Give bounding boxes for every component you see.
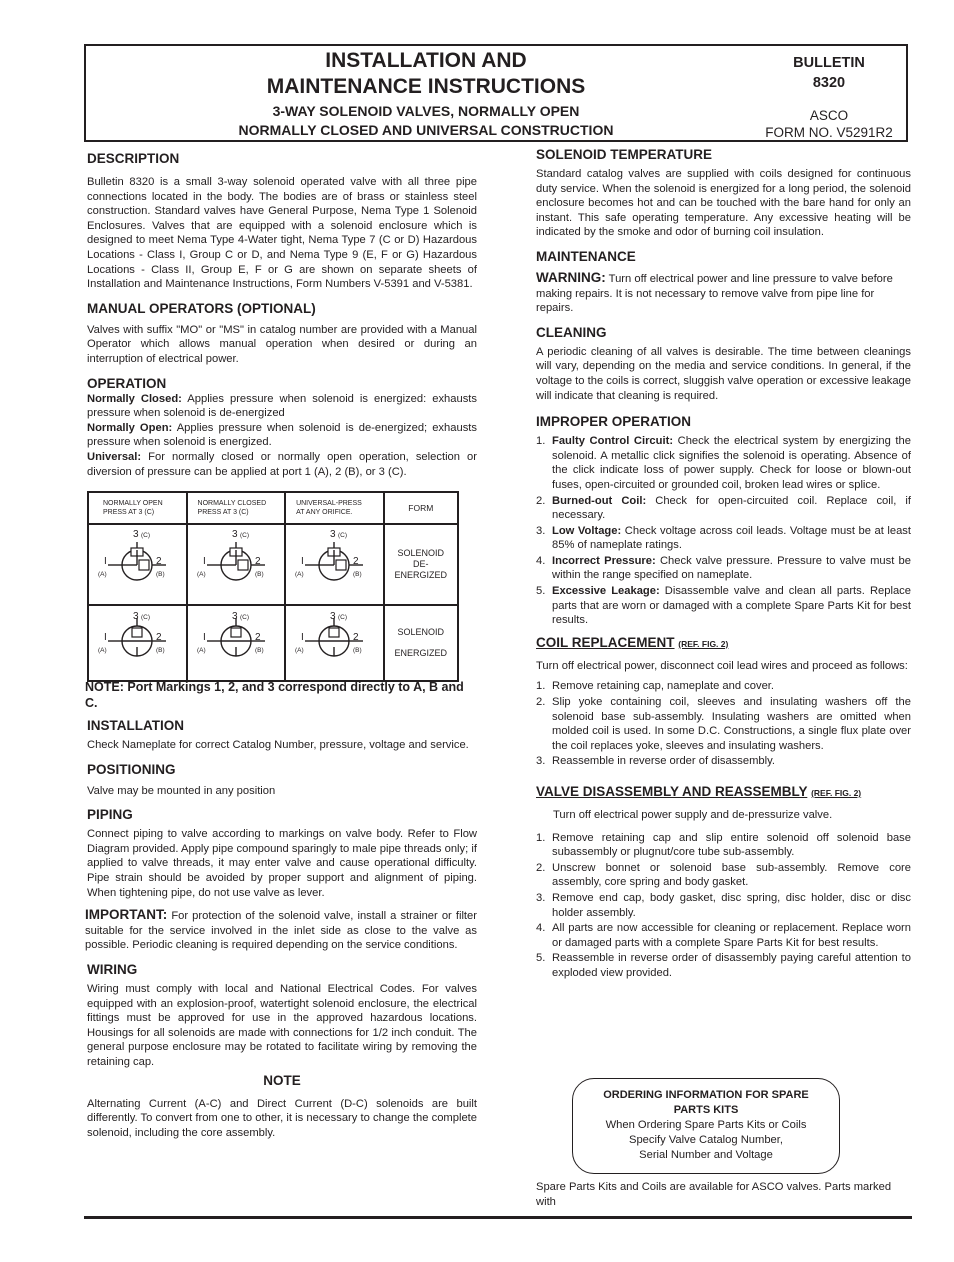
port-a-label: (A)	[295, 571, 304, 579]
operation-universal	[87, 450, 477, 479]
item-number: 2.	[536, 696, 546, 709]
bottom-rule	[84, 1216, 912, 1219]
description-text: Bulletin 8320 is a small 3-way solenoid operated valve with all three pipe connections located in the body. The bodies are of brass or stainless steel construction. Standard valves have General Purpose, Nema Type 1 Solenoid Enclosures. Valves that are equipped with a solenoid enclosure which is designed to meet Nema Type 4-Water tight, Nema Type 7 (C or D) Hazardous Locations - Class I, Group C or D, and Nema Type 9 (E, F or G) Hazardous Locations - Class II, Group E, F or G are shown on separate sheets of Installation and Maintenance Instructions, Form Numbers V-5391 and V-5381.	[87, 176, 477, 291]
warning-text: Turn off electrical power and line pressure to valve before making repairs. It is not necessary to remove valve from pipe line for repairs.	[536, 272, 893, 315]
uni-label: Universal:	[87, 450, 142, 463]
port-2-label: 2	[156, 631, 162, 643]
no-text: Applies pressure when solenoid is de-energized; exhausts pressure when solenoid is energized.	[87, 421, 477, 449]
title-line-2: MAINTENANCE INSTRUCTIONS	[266, 75, 586, 98]
port-3-label: 3	[330, 529, 336, 541]
hdr-nc-2: PRESS AT 3 (C)	[197, 509, 249, 517]
item-text: Reassemble in reverse order of disassembly paying careful attention to exploded view provided.	[552, 952, 911, 979]
port-c-label: (C)	[338, 613, 348, 621]
list-item	[536, 554, 911, 583]
hdr-uni-2: AT ANY ORIFICE.	[296, 509, 353, 517]
hdr-nc-1: NORMALLY CLOSED	[197, 500, 267, 508]
coil-intro: Turn off electrical power, disconnect coil lead wires and proceed as follows:	[536, 659, 908, 672]
row1-label-1: SOLENOID	[397, 548, 445, 559]
symbol-nc-deenergized	[187, 524, 286, 605]
uni-text: For normally closed or normally open operation, selection or diversion of pressure can be applied at port 1 (A), 2 (B), or 3 (C).	[87, 450, 477, 478]
port-1-label: I	[104, 631, 107, 643]
item-text: Remove retaining cap, nameplate and cover.	[552, 680, 775, 693]
symbol-no-energized	[88, 605, 187, 681]
right-column	[536, 146, 911, 982]
valve-symbol-icon	[286, 525, 382, 599]
warning-label: WARNING:	[536, 269, 606, 285]
coil-replacement-heading	[536, 634, 911, 653]
coil-heading-text: COIL REPLACEMENT	[536, 634, 675, 650]
title-line-1: INSTALLATION AND	[325, 49, 527, 72]
warning-note	[536, 271, 911, 316]
valve-symbol-icon	[286, 607, 382, 675]
label-deenergized	[384, 524, 458, 605]
item-label: Low Voltage:	[552, 524, 622, 537]
subtitle-line-2: NORMALLY CLOSED AND UNIVERSAL CONSTRUCTION	[238, 122, 614, 138]
port-1-label: I	[202, 556, 206, 568]
document-title	[86, 48, 766, 100]
item-number: 4.	[536, 554, 546, 567]
coil-heading-ref: (REF. FIG. 2)	[678, 638, 729, 649]
list-item	[536, 584, 911, 628]
ordering-line-2: Specify Valve Catalog Number,	[628, 1134, 783, 1146]
item-number: 2.	[536, 861, 546, 874]
header-box	[84, 44, 908, 142]
note-text: Alternating Current (A-C) and Direct Current (D-C) solenoids are built differently. To convert from one to other, it is necessary to change the complete solenoid, including the core assembly.	[87, 1097, 477, 1139]
list-item	[536, 861, 911, 890]
wiring-heading: WIRING	[87, 962, 138, 978]
item-number: 5.	[536, 585, 546, 598]
port-3-label: 3	[133, 610, 139, 622]
item-text: Check for open-circuited coil. Replace coil, if necessary.	[552, 494, 911, 522]
spare-parts-footer-text: Spare Parts Kits and Coils are available for ASCO valves. Parts marked with	[536, 1181, 892, 1208]
row2-label-1: SOLENOID	[397, 627, 445, 638]
item-number: 3.	[536, 891, 546, 904]
label-energized	[384, 605, 458, 681]
header-normally-closed	[187, 492, 286, 524]
hdr-no-1: NORMALLY OPEN	[103, 500, 163, 508]
piping-heading: PIPING	[87, 807, 133, 823]
improper-operation-list	[536, 434, 911, 628]
port-markings-note: NOTE: Port Markings 1, 2, and 3 correspond directly to A, B and C.	[85, 680, 464, 711]
port-3-label: 3	[231, 610, 238, 622]
no-label: Normally Open:	[87, 421, 173, 434]
valve-steps-list	[536, 831, 911, 981]
item-number: 1.	[536, 831, 546, 844]
cleaning-heading: CLEANING	[536, 324, 607, 340]
port-2-label: 2	[353, 556, 359, 568]
positioning-text: Valve may be mounted in any position	[87, 784, 276, 797]
ordering-line-3: Serial Number and Voltage	[639, 1149, 773, 1161]
manual-operators-heading: MANUAL OPERATORS (OPTIONAL)	[87, 300, 316, 316]
port-c-label: (C)	[239, 532, 249, 540]
item-number: 3.	[536, 755, 546, 768]
item-number: 1.	[536, 680, 546, 693]
port-1-label: I	[104, 556, 107, 568]
port-a-label: (A)	[295, 646, 304, 654]
left-column	[87, 150, 477, 1140]
port-1-label: I	[301, 556, 304, 568]
port-3-label: 3	[231, 529, 238, 541]
port-b-label: (B)	[254, 571, 264, 579]
flow-diagram-table	[87, 491, 459, 669]
solenoid-temperature-heading: SOLENOID TEMPERATURE	[536, 147, 713, 162]
wiring-text: Wiring must comply with local and National Electrical Codes. For valves equipped with an explosion-proof, watertight solenoid enclosure, the electrical fittings must be approved for use in the approved hazardous locations. Housings for all solenoids are made with connections for 1/2 inch conduit. The general purpose enclosure may be rotated to facilitate wiring by removing the retaining cap.	[87, 983, 477, 1068]
description-heading: DESCRIPTION	[87, 151, 180, 166]
list-item	[536, 951, 911, 980]
bulletin-block	[751, 53, 907, 141]
subtitle-line-1: 3-WAY SOLENOID VALVES, NORMALLY OPEN	[272, 103, 580, 119]
port-b-label: (B)	[156, 646, 165, 654]
port-1-label: I	[301, 631, 304, 643]
list-item	[536, 679, 911, 694]
item-text: Remove retaining cap and slip entire solenoid off solenoid base subassembly or plugnut/core tube sub-assembly.	[552, 831, 911, 859]
header-universal	[285, 492, 384, 524]
list-item	[536, 831, 911, 860]
item-text: Slip yoke containing coil, sleeves and insulating washers off the solenoid base sub-assembly. Insulating washers are omitted when molded coil is used. In some D.C. Constructions, a single flux plate over the coil replaces yoke, sleeves and insulating washers.	[552, 696, 911, 752]
port-c-label: (C)	[141, 613, 151, 621]
nc-text: Applies pressure when solenoid is energized: exhausts pressure when solenoid is de-energized	[87, 392, 477, 420]
solenoid-temperature-text: Standard catalog valves are supplied with coils designed for continuous duty service. When the solenoid is energized for a long period, the solenoid enclosure becomes hot and can be touched with the bare hand for only an instant. This safe operating temperature. Any excessive heating will be indicated by the smoke and odor of burning coil insulation.	[536, 168, 911, 239]
ordering-information-box	[572, 1078, 840, 1174]
item-text: Remove end cap, body gasket, disc spring, disc holder, disc or disc holder assembly.	[552, 891, 911, 919]
item-label: Burned-out Coil:	[552, 494, 647, 507]
item-text: Check valve pressure. Pressure to valve must be within the range specified on nameplate.	[552, 554, 911, 582]
port-a-label: (A)	[196, 646, 206, 654]
operation-normally-open	[87, 421, 477, 450]
row1-label-3: ENERGIZED	[394, 570, 448, 581]
item-text: Reassemble in reverse order of disassembly.	[552, 755, 776, 768]
important-note	[85, 908, 477, 953]
port-c-label: (C)	[338, 532, 348, 540]
port-3-label: 3	[133, 529, 139, 541]
ordering-line-1: When Ordering Spare Parts Kits or Coils	[605, 1119, 807, 1131]
valve-heading-ref: (REF. FIG. 2)	[811, 788, 862, 798]
item-number: 4.	[536, 922, 546, 935]
port-c-label: (C)	[141, 532, 151, 540]
list-item	[536, 921, 911, 950]
row1-label-2: DE-	[413, 559, 429, 570]
bulletin-label: BULLETIN	[793, 55, 865, 71]
list-item	[536, 891, 911, 920]
item-number: 2.	[536, 494, 546, 507]
valve-symbol-icon	[89, 525, 185, 599]
port-c-label: (C)	[239, 613, 249, 621]
header-normally-open	[88, 492, 187, 524]
piping-text: Connect piping to valve according to markings on valve body. Refer to Flow Diagram provided. Apply pipe compound sparingly to male pipe threads only; if applied to valve threads, it may enter valve and cause operational difficulty. Pipe strain should be avoided by proper support and alignment of piping. When tightening pipe, do not use valve as lever.	[87, 828, 477, 899]
valve-heading-text: VALVE DISASSEMBLY AND REASSEMBLY	[536, 784, 808, 799]
list-item	[536, 494, 911, 523]
valve-disassembly-heading	[536, 783, 911, 802]
port-2-label: 2	[254, 631, 261, 643]
symbol-uni-energized	[285, 605, 384, 681]
positioning-heading: POSITIONING	[87, 761, 176, 777]
important-text: For protection of the solenoid valve, install a strainer or filter suitable for the service involved in the inlet side as close to the valve as possible. Periodic cleaning is required depending on the service conditions.	[85, 910, 477, 952]
port-1-label: I	[202, 631, 206, 643]
item-label: Excessive Leakage:	[552, 585, 660, 598]
symbol-no-deenergized	[88, 524, 187, 605]
port-a-label: (A)	[98, 646, 107, 654]
item-number: 1.	[536, 435, 546, 448]
valve-symbol-icon	[89, 607, 185, 675]
operation-normally-closed	[87, 392, 477, 421]
form-number: FORM NO. V5291R2	[765, 125, 893, 140]
item-text: Check voltage across coil leads. Voltage must be at least 85% of nameplate ratings.	[552, 524, 911, 552]
row2-label-2: ENERGIZED	[394, 648, 448, 659]
port-3-label: 3	[330, 610, 336, 622]
port-a-label: (A)	[98, 571, 107, 579]
item-number: 5.	[536, 952, 546, 965]
symbol-nc-energized	[187, 605, 286, 681]
symbol-uni-deenergized	[285, 524, 384, 605]
item-text: Check the electrical system by energizing the solenoid. A metallic click signifies the solenoid is operating. Absence of the click indicate loss of power supply. Check for loose or blown-out fuses, open-circuited or grounded coil, broken lead wires or splice.	[552, 435, 911, 491]
port-2-label: 2	[353, 631, 359, 643]
port-2-label: 2	[254, 556, 261, 568]
maintenance-heading: MAINTENANCE	[536, 248, 636, 264]
coil-steps-list	[536, 679, 911, 769]
company-name: ASCO	[809, 108, 849, 123]
item-text: Unscrew bonnet or solenoid base sub-assembly. Remove core assembly, core spring and body gasket.	[552, 861, 911, 889]
document-subtitle	[86, 102, 766, 140]
list-item	[536, 695, 911, 753]
list-item	[536, 754, 911, 769]
hdr-uni-1: UNIVERSAL-PRESS	[296, 500, 362, 508]
hdr-no-2: PRESS AT 3 (C)	[103, 509, 155, 517]
bulletin-number: 8320	[812, 75, 846, 91]
item-label: Incorrect Pressure:	[552, 554, 656, 567]
note-heading: NOTE	[263, 1072, 301, 1088]
list-item	[536, 434, 911, 492]
ordering-heading-1: ORDERING INFORMATION FOR SPARE	[603, 1089, 809, 1101]
manual-operators-text: Valves with suffix "MO" or "MS" in catalog number are provided with a Manual Operator which allows manual operation when desired or during an interruption of electrical power.	[87, 323, 477, 365]
operation-heading: OPERATION	[87, 375, 167, 391]
important-label: IMPORTANT:	[85, 907, 168, 923]
port-b-label: (B)	[156, 571, 165, 579]
port-b-label: (B)	[254, 646, 264, 654]
port-2-label: 2	[156, 556, 162, 568]
item-label: Faulty Control Circuit:	[552, 435, 674, 448]
item-number: 3.	[536, 524, 546, 537]
item-text: All parts are now accessible for cleaning or replacement. Replace worn or damaged parts with a complete Spare Parts Kit for best results.	[552, 922, 911, 949]
port-a-label: (A)	[196, 571, 206, 579]
list-item	[536, 524, 911, 553]
valve-intro: Turn off electrical power supply and de-pressurize valve.	[553, 809, 833, 821]
installation-heading: INSTALLATION	[87, 718, 184, 734]
installation-text: Check Nameplate for correct Catalog Number, pressure, voltage and service.	[87, 739, 469, 752]
item-text: Disassemble valve and clean all parts. Replace parts that are worn or damaged with a complete Spare Parts Kit for best results.	[552, 585, 911, 627]
header-form: FORM	[384, 492, 458, 524]
ordering-heading-2: PARTS KITS	[673, 1104, 739, 1116]
port-b-label: (B)	[353, 571, 362, 579]
port-b-label: (B)	[353, 646, 362, 654]
cleaning-text: A periodic cleaning of all valves is desirable. The time between cleanings will vary, depending on the media and service conditions. In general, if the voltage to the coils is correct, sluggish valve operation or excessive leakage will indicate that cleaning is required.	[536, 345, 911, 402]
valve-symbol-icon	[188, 525, 284, 599]
nc-label: Normally Closed:	[87, 392, 182, 405]
improper-operation-heading: IMPROPER OPERATION	[536, 414, 692, 430]
valve-symbol-icon	[188, 607, 284, 675]
